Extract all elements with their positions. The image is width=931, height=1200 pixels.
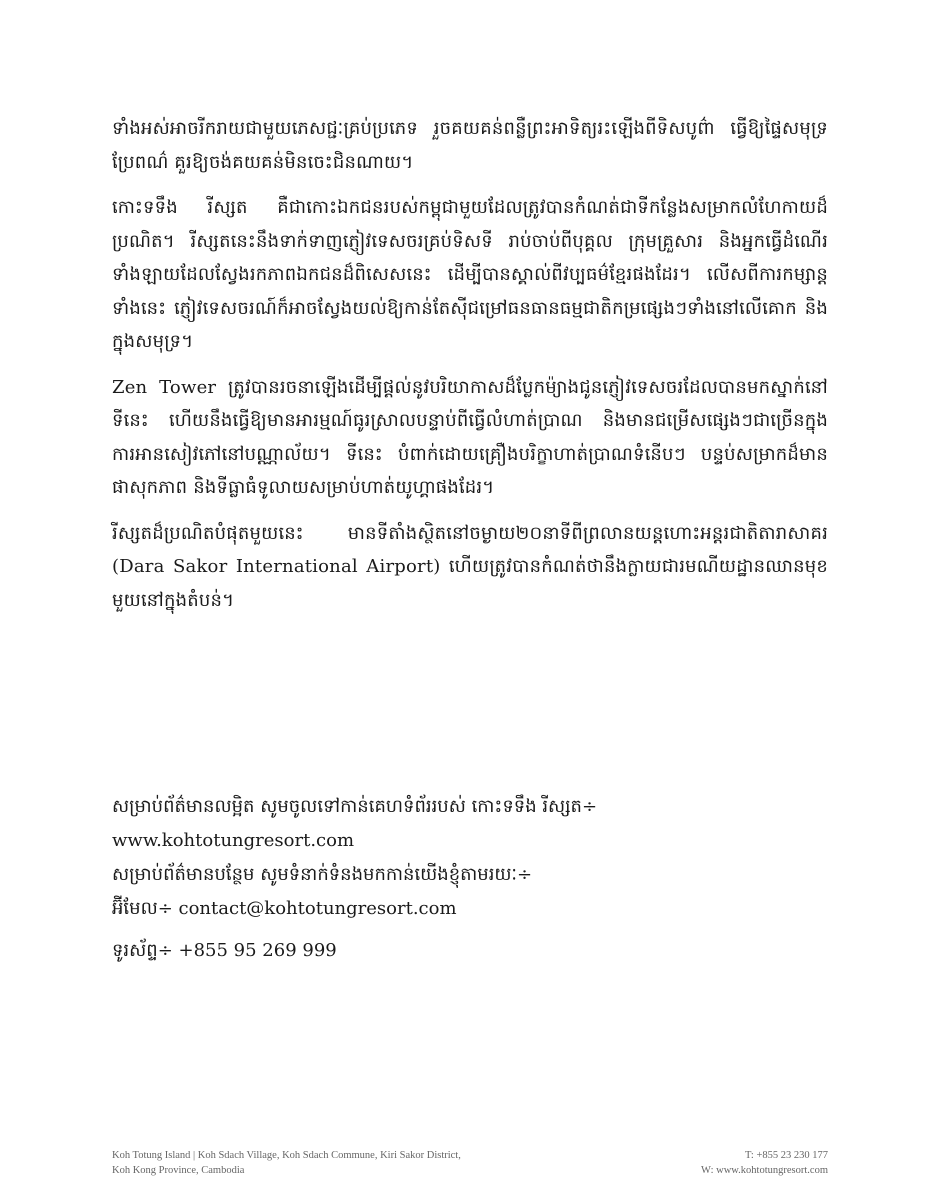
document-body bbox=[112, 112, 828, 629]
paragraph: កោះទទឹង រីស្សត គឺជាកោះឯកជនរបស់កម្ពុជាមួយដែលត្រូវបានកំណត់ជាទីកន្លែងសម្រាកលំហែកាយដ៏ប្រណិត។ រីស្សតនេះនឹងទាក់ទាញភ្ញៀវទេសចរគ្រប់ទិសទី រាប់ចាប់ពីបុគ្គល ក្រុមគ្រួសារ និងអ្នកធ្វើដំណើរទាំងឡាយដែលស្វែងរកភាពឯកជនដ៏ពិសេសនេះ ដើម្បីបានស្គាល់ពីវប្បធម៌ខ្មែរផងដែរ។ លើសពីការកម្សាន្តទាំងនេះ ភ្ញៀវទេសចរណ៍ក៏អាចស្វែងយល់ឱ្យកាន់តែស៊ីជម្រៅធនធានធម្មជាតិកម្រផ្សេងៗទាំងនៅលើគោក និងក្នុងសមុទ្រ។ bbox=[112, 197, 828, 352]
paragraph: Zen Tower ត្រូវបានរចនាឡើងដើម្បីផ្តល់នូវបរិយាកាសដ៏ប្លែកម៉្យាងជូនភ្ញៀវទេសចរដែលបានមកស្នាក់នៅទីនេះ ហើយនឹងធ្វើឱ្យមានអារម្មណ៍ធូរស្រាលបន្ទាប់ពីធ្វើលំហាត់ប្រាណ និងមានជម្រើសផ្សេងៗជាច្រើនក្នុងការអានសៀវភៅនៅបណ្ណាល័យ។ ទីនេះ បំពាក់ដោយគ្រឿងបរិក្ខាហាត់ប្រាណទំនើបៗ បន្ទប់សម្រាកដ៏មានផាសុកភាព និងទីធ្លាធំទូលាយសម្រាប់ហាត់យូហ្គាផងដែរ។ bbox=[112, 376, 828, 498]
paragraph: ទាំងអស់អាចរីករាយជាមួយភេសជ្ជៈគ្រប់ប្រភេទ រួចគយគន់ពន្លឺព្រះអាទិត្យរះឡើងពីទិសបូព៌ា ធ្វើឱ្យផ្ទៃសមុទ្រប្រែពណ៌ គួរឱ្យចង់គយគន់មិនចេះជិនណាយ។ bbox=[112, 118, 828, 173]
phone-line: ទូរស័ព្ទ÷ +855 95 269 999 bbox=[112, 940, 337, 961]
contact-section bbox=[112, 790, 828, 968]
footer-phone: T: +855 23 230 177 bbox=[745, 1150, 828, 1161]
more-info-label: សម្រាប់ព័ត៌មានលម្អិត សូមចូលទៅកាន់គេហទំព័ររបស់ កោះទទឹង រីស្សត÷ bbox=[112, 796, 598, 817]
footer-address bbox=[112, 1148, 461, 1178]
footer-address-line1: Koh Totung Island | Koh Sdach Village, Koh Sdach Commune, Kiri Sakor District, bbox=[112, 1150, 461, 1161]
email-line[interactable]: អ៊ីមែល÷ contact@kohtotungresort.com bbox=[112, 898, 457, 919]
footer-web[interactable]: W: www.kohtotungresort.com bbox=[701, 1165, 828, 1176]
footer-address-line2: Koh Kong Province, Cambodia bbox=[112, 1165, 245, 1176]
footer-contact bbox=[701, 1148, 828, 1178]
additional-info-label: សម្រាប់ព័ត៌មានបន្ថែម សូមទំនាក់ទំនងមកកាន់យើងខ្ញុំតាមរយៈ÷ bbox=[112, 864, 533, 885]
website-link[interactable]: www.kohtotungresort.com bbox=[112, 830, 355, 851]
paragraph: រីស្សតដ៏ប្រណិតបំផុតមួយនេះ មានទីតាំងស្ថិតនៅចម្ងាយ២០នាទីពីព្រលានយន្តហោះអន្តរជាតិតារាសាគរ (Dara Sakor International Airport) ហើយត្រូវបានកំណត់ថានឹងក្លាយជារមណីយដ្ឋានឈានមុខមួយនៅក្នុងតំបន់។ bbox=[112, 522, 828, 611]
